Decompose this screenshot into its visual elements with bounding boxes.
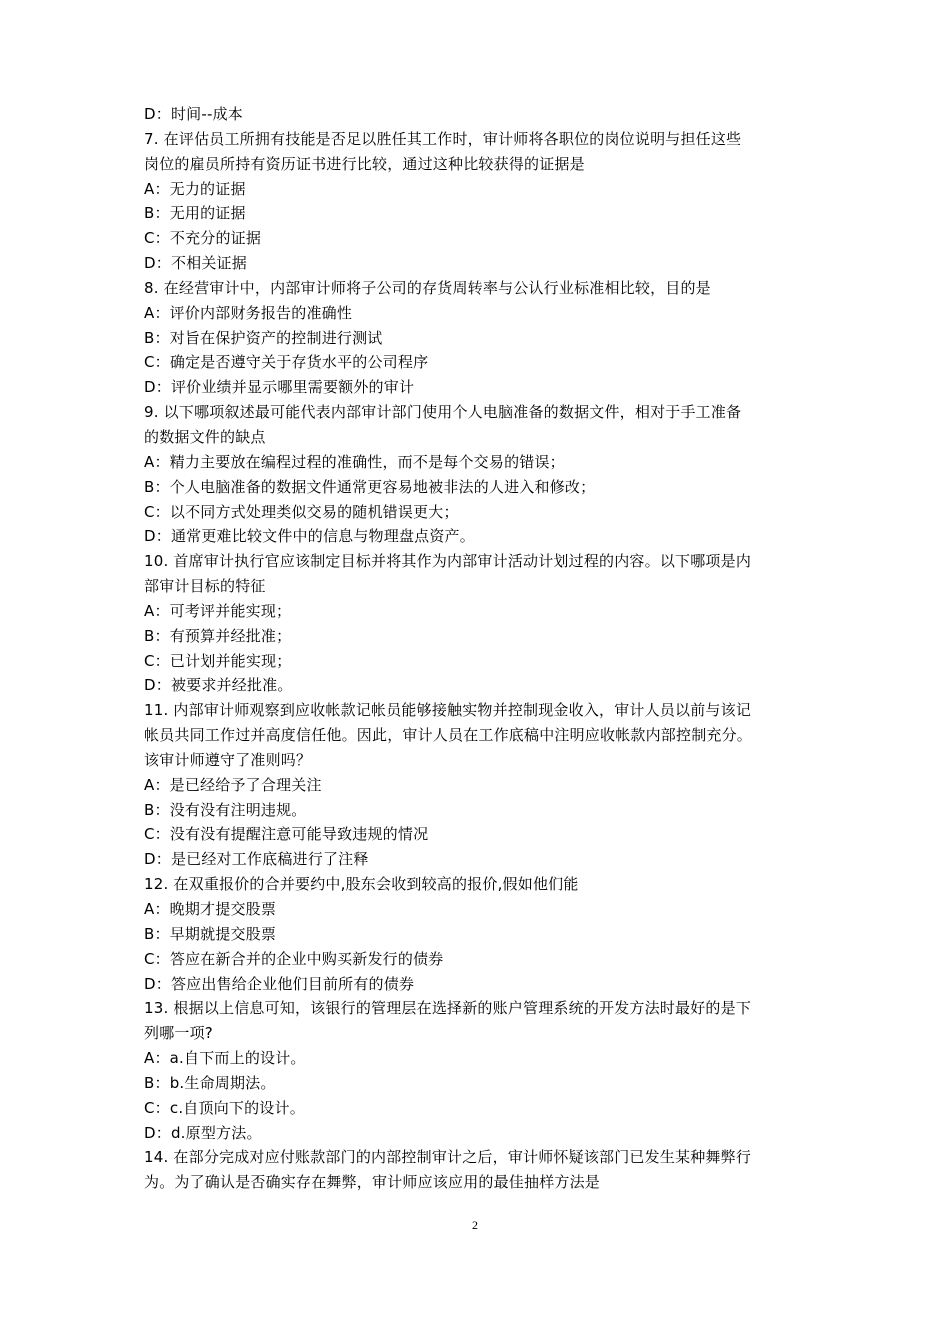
q8-option-c: C：确定是否遵守关于存货水平的公司程序 <box>144 353 429 372</box>
q7-option-d: D：不相关证据 <box>144 254 247 273</box>
q7-option-b: B：无用的证据 <box>144 204 246 223</box>
question-14-text: 14. 在部分完成对应付账款部门的内部控制审计之后，审计师怀疑该部门已发生某种舞弊行 <box>144 1148 752 1167</box>
q11-option-c: C：没有没有提醒注意可能导致违规的情况 <box>144 825 429 844</box>
question-9-text: 9. 以下哪项叙述最可能代表内部审计部门使用个人电脑准备的数据文件，相对于手工准备 <box>144 403 742 422</box>
q12-option-c: C：答应在新合并的企业中购买新发行的债券 <box>144 949 444 968</box>
answer-option-d: D：时间--成本 <box>144 105 243 123</box>
q9-option-b: B：个人电脑准备的数据文件通常更容易地被非法的人进入和修改； <box>144 477 596 496</box>
q12-option-a: A：晚期才提交股票 <box>144 900 277 918</box>
question-9-text-cont: 的数据文件的缺点 <box>144 427 266 446</box>
question-11-text-cont: 帐员共同工作过并高度信任他。因此，审计人员在工作底稿中注明应收帐款内部控制充分。 <box>144 726 753 745</box>
q8-option-a: A：评价内部财务报告的准确性 <box>144 303 353 322</box>
page-number: 2 <box>472 1218 478 1232</box>
question-13-text-cont: 列哪一项? <box>144 1024 213 1043</box>
q11-option-b: B：没有没有注明违规。 <box>144 800 307 819</box>
q13-option-c: C：c.自顶向下的设计。 <box>144 1098 305 1117</box>
question-12-text: 12. 在双重报价的合并要约中,股东会收到较高的报价,假如他们能 <box>144 875 579 894</box>
question-13-text: 13. 根据以上信息可知，该银行的管理层在选择新的账户管理系统的开发方法时最好的是下 <box>144 999 752 1018</box>
question-7-text-cont: 岗位的雇员所持有资历证书进行比较，通过这种比较获得的证据是 <box>144 154 585 173</box>
q9-option-a: A：精力主要放在编程过程的准确性，而不是每个交易的错误； <box>144 452 565 471</box>
question-8-text: 8. 在经营审计中，内部审计师将子公司的存货周转率与公认行业标准相比较，目的是 <box>144 278 711 297</box>
question-10-text: 10. 首席审计执行官应该制定目标并将其作为内部审计活动计划过程的内容。以下哪项是内 <box>144 552 752 571</box>
q9-option-c: C：以不同方式处理类似交易的随机错误更大； <box>144 502 459 521</box>
q12-option-d: D：答应出售给企业他们目前所有的债券 <box>144 974 415 993</box>
q13-option-d: D：d.原型方法。 <box>144 1123 262 1142</box>
question-7-text: 7. 在评估员工所拥有技能是否足以胜任其工作时，审计师将各职位的岗位说明与担任这些 <box>144 129 742 148</box>
q10-option-c: C：已计划并能实现； <box>144 651 292 670</box>
q7-option-c: C：不充分的证据 <box>144 229 262 248</box>
q10-option-b: B：有预算并经批准； <box>144 626 292 645</box>
q8-option-b: B：对旨在保护资产的控制进行测试 <box>144 328 383 347</box>
question-11-text: 11. 内部审计师观察到应收帐款记帐员能够接触实物并控制现金收入，审计人员以前与该记 <box>144 701 752 720</box>
q12-option-b: B：早期就提交股票 <box>144 924 277 943</box>
page-body <box>144 102 816 1195</box>
q10-option-a: A：可考评并能实现； <box>144 601 292 620</box>
q11-option-a: A：是已经给予了合理关注 <box>144 775 322 794</box>
q9-option-d: D：通常更难比较文件中的信息与物理盘点资产。 <box>144 527 475 546</box>
q8-option-d: D：评价业绩并显示哪里需要额外的审计 <box>144 378 415 397</box>
q10-option-d: D：被要求并经批准。 <box>144 676 293 695</box>
question-11-text-cont2: 该审计师遵守了准则吗？ <box>144 750 312 769</box>
question-14-text-cont: 为。为了确认是否确实存在舞弊，审计师应该应用的最佳抽样方法是 <box>144 1173 601 1192</box>
q13-option-b: B：b.生命周期法。 <box>144 1073 276 1092</box>
q11-option-d: D：是已经对工作底稿进行了注释 <box>144 850 369 869</box>
q13-option-a: A：a.自下而上的设计。 <box>144 1049 306 1068</box>
q7-option-a: A：无力的证据 <box>144 179 246 198</box>
question-10-text-cont: 部审计目标的特征 <box>144 577 266 596</box>
